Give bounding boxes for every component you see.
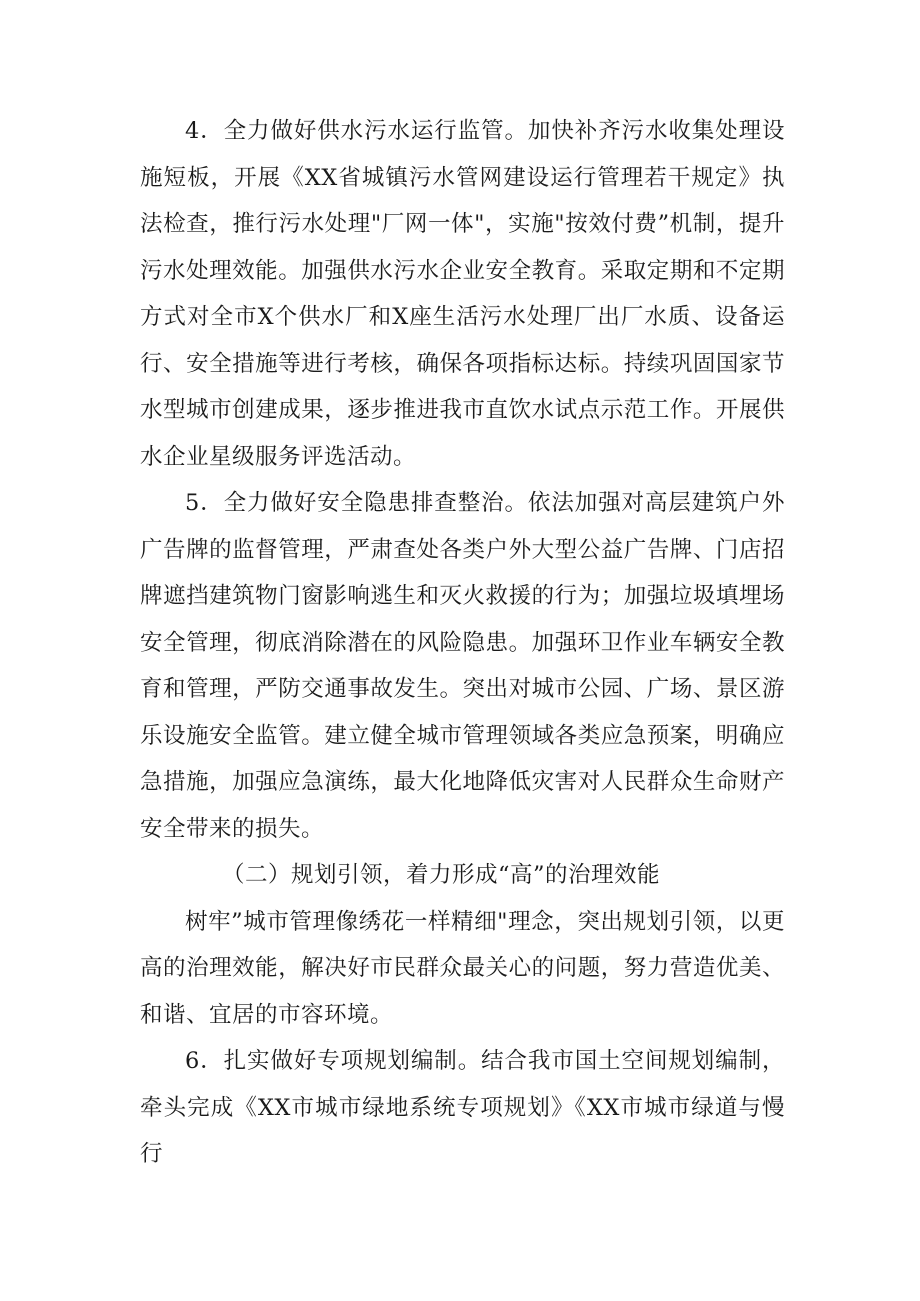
paragraph-item-5: 5．全力做好安全隐患排查整治。依法加强对高层建筑户外广告牌的监督管理，严肃查处各类户外大型公益广告牌、门店招牌遮挡建筑物门窗影响逃生和灭火救援的行为；加强垃圾填埋场安全管理，彻底消除潜在的风险隐患。加强环卫作业车辆安全教育和管理，严防交通事故发生。突出对城市公园、广场、景区游乐设施安全监管。建立健全城市管理领域各类应急预案，明确应急措施，加强应急演练，最大化地降低灾害对人民群众生命财产安全带来的损失。 <box>140 490 785 842</box>
section-heading: （二）规划引领，着力形成“高”的治理效能 <box>222 862 661 888</box>
paragraph-item-4: 4．全力做好供水污水运行监管。加快补齐污水收集处理设施短板，开展《XX省城镇污水管网建设运行管理若干规定》执法检查，推行污水处理"厂网一体"，实施"按效付费”机制，提升污水处理效能。加强供水污水企业安全教育。采取定期和不定期方式对全市X个供水厂和X座生活污水处理厂出厂水质、设备运行、安全措施等进行考核，确保各项指标达标。持续巩固国家节水型城市创建成果，逐步推进我市直饮水试点示范工作。开展供水企业星级服务评选活动。 <box>140 118 785 470</box>
document-body <box>140 108 785 1178</box>
paragraph-section-intro: 树牢”城市管理像绣花一样精细"理念，突出规划引领，以更高的治理效能，解决好市民群众最关心的问题，努力营造优美、和谐、宜居的市容环境。 <box>140 908 785 1028</box>
paragraph-item-6: 6．扎实做好专项规划编制。结合我市国土空间规划编制，牵头完成《XX市城市绿地系统专项规划》《XX市城市绿道与慢行 <box>140 1048 785 1167</box>
